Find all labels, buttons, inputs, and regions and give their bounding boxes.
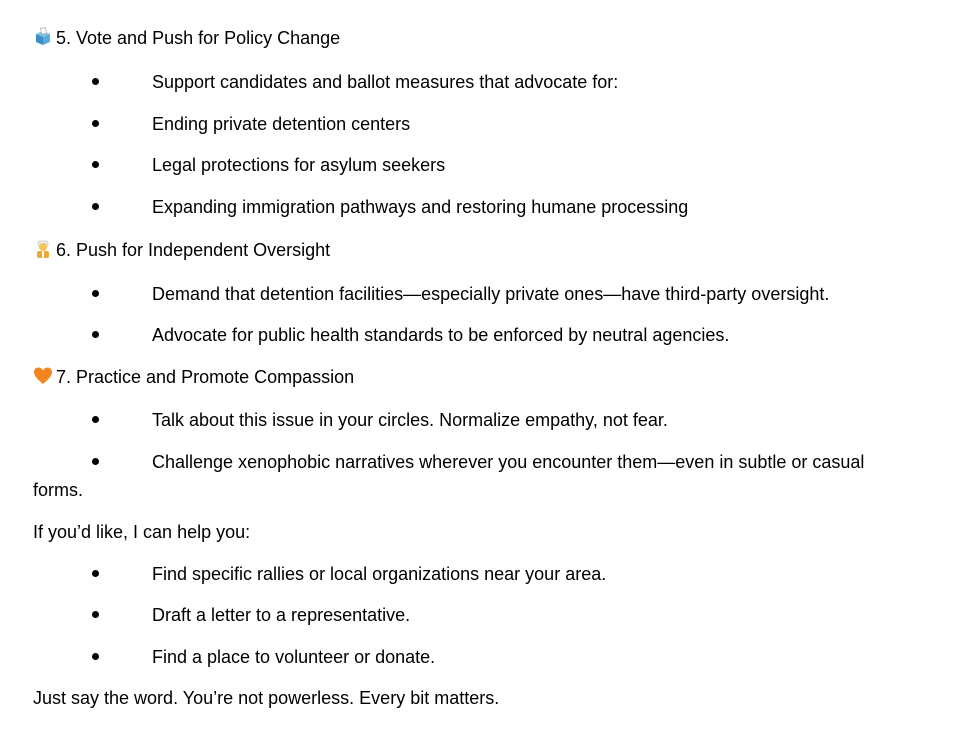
- list-item: Support candidates and ballot measures that advocate for:: [152, 72, 619, 92]
- list-item: Demand that detention facilities—especially private ones—have third-party oversight.: [152, 284, 830, 304]
- offer-intro: If you’d like, I can help you:: [33, 522, 251, 542]
- orange-heart-icon: [33, 366, 53, 386]
- section-title: 6. Push for Independent Oversight: [56, 240, 331, 260]
- bullet-dot: [92, 653, 99, 660]
- bullet-dot: [92, 416, 99, 423]
- section-heading-compassion: [33, 366, 354, 388]
- bullet-dot: [92, 290, 99, 297]
- section-heading-oversight: [33, 239, 330, 261]
- bullet-dot: [92, 570, 99, 577]
- bullet-dot: [92, 458, 99, 465]
- list-item: Legal protections for asylum seekers: [152, 155, 446, 175]
- list-item: Challenge xenophobic narratives wherever you encounter them—even in subtle or casual: [152, 452, 865, 472]
- ballot-box-icon: [33, 27, 53, 47]
- list-item: Find a place to volunteer or donate.: [152, 647, 436, 667]
- bullet-dot: [92, 78, 99, 85]
- list-item: Find specific rallies or local organizations near your area.: [152, 564, 607, 584]
- list-item: Expanding immigration pathways and restoring humane processing: [152, 197, 689, 217]
- closing-text: Just say the word. You’re not powerless. Every bit matters.: [33, 688, 500, 708]
- bullet-dot: [92, 120, 99, 127]
- bullet-dot: [92, 161, 99, 168]
- section-title: 5. Vote and Push for Policy Change: [56, 28, 341, 48]
- bullet-dot: [92, 203, 99, 210]
- list-item-continuation: forms.: [33, 480, 84, 500]
- bullet-dot: [92, 331, 99, 338]
- bullet-dot: [92, 611, 99, 618]
- list-item: Advocate for public health standards to be enforced by neutral agencies.: [152, 325, 730, 345]
- section-heading-vote: [33, 27, 340, 49]
- list-item: Ending private detention centers: [152, 114, 411, 134]
- list-item: Draft a letter to a representative.: [152, 605, 411, 625]
- judge-icon: [33, 239, 53, 259]
- section-title: 7. Practice and Promote Compassion: [56, 367, 355, 387]
- list-item: Talk about this issue in your circles. Normalize empathy, not fear.: [152, 410, 668, 430]
